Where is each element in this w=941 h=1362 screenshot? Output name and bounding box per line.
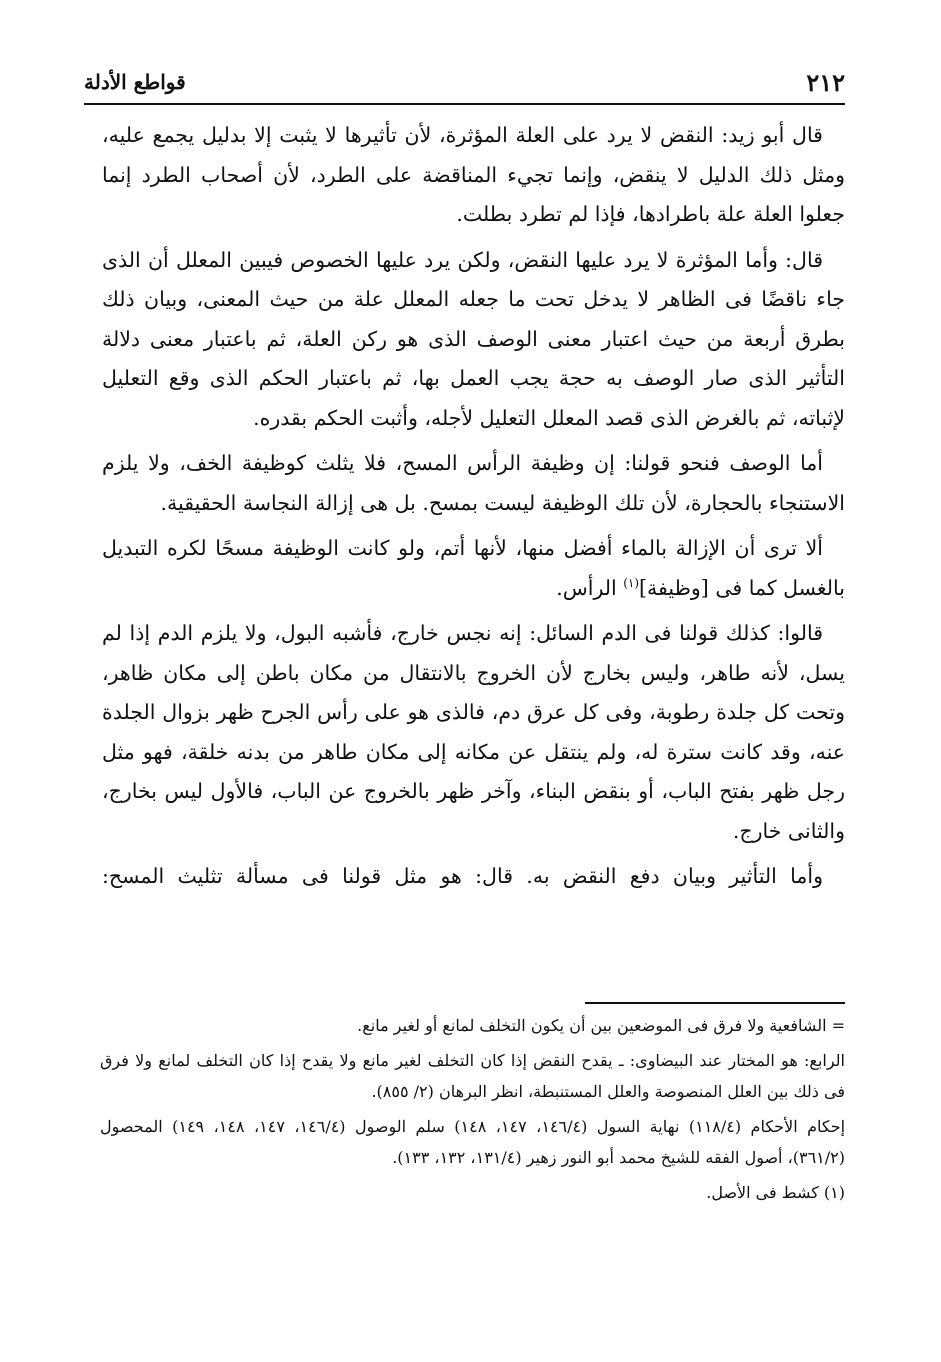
- footnote-divider: [585, 1002, 845, 1004]
- paragraph-2: قال: وأما المؤثرة لا يرد عليها النقض، ولكن يرد عليها الخصوص فيبين المعلل أن الذى جاء ناقضًا فى الظاهر لا يدخل تحت ما جعله المعلل علة من حيث المعنى، وبيان ذلك بطرق أربعة من حيث اعتبار معنى الوصف الذى هو ركن العلة، ثم باعتبار معنى دلالة التأثير الذى صار الوصف به حجة يجب العمل بها، ثم باعتبار الحكم الذى وقع التعليل لإثباته، ثم بالغرض الذى قصد المعلل التعليل لأجله، وأثبت الحكم بقدره.: [102, 247, 846, 430]
- main-text: [102, 116, 845, 903]
- footnote-continuation: = الشافعية ولا فرق فى الموضعين بين أن يكون التخلف لمانع أو لغير مانع.: [357, 1016, 845, 1035]
- running-title: قواطع الأدلة: [84, 70, 186, 94]
- paragraph-1: قال أبو زيد: النقض لا يرد على العلة المؤثرة، لأن تأثيرها لا يثبت إلا بدليل يجمع عليه، ومثل ذلك الدليل لا ينقض، وإنما تجيء المناقضة على الطرد، لأن أصحاب الطرد إنما جعلوا العلة علة باطرادها، فإذا لم تطرد بطلت.: [102, 123, 845, 226]
- paragraph-4: [102, 529, 845, 608]
- footnote-1: (١) كشط فى الأصل.: [706, 1183, 845, 1202]
- page-header: [84, 62, 845, 102]
- paragraph-6: وأما التأثير وبيان دفع النقض به. قال: هو مثل قولنا فى مسألة تثليث المسح:: [102, 864, 823, 888]
- footnote-item: إحكام الأحكام (١١٨/٤) نهاية السول (١٤٦/٤، ١٤٧، ١٤٨) سلم الوصول (١٤٦/٤، ١٤٧، ١٤٨، ١٤٩) المحصول (٣٦١/٢)، أصول الفقه للشيخ محمد أبو النور زهير (١٣١/٤، ١٣٢، ١٣٣).: [100, 1117, 846, 1167]
- paragraph-4-end: الرأس.: [556, 575, 624, 600]
- header-divider: [84, 103, 845, 105]
- paragraph-4-text: ألا ترى أن الإزالة بالماء أفضل منها، لأنها أتم، ولو كانت الوظيفة مسحًا لكره التبديل بالغسل كما فى [وظيفة]: [102, 536, 845, 600]
- footnotes: [100, 1010, 845, 1212]
- footnote-reference[interactable]: (١): [623, 575, 640, 590]
- paragraph-3: أما الوصف فنحو قولنا: إن وظيفة الرأس المسح، فلا يثلث كوظيفة الخف، ولا يلزم الاستنجاء بالحجارة، لأن تلك الوظيفة ليست بمسح. بل هى إزالة النجاسة الحقيقية.: [102, 451, 845, 515]
- paragraph-5: قالوا: كذلك قولنا فى الدم السائل: إنه نجس خارج، فأشبه البول، ولا يلزم الدم إذا لم يسل، لأنه طاهر، وليس بخارج لأن الخروج بالانتقال من مكان باطن إلى مكان ظاهر، وتحت كل جلدة رطوبة، وفى كل عرق دم، فالذى هو على رأس الجرح ظهر بزوال الجلدة عنه، وقد كانت سترة له، ولم ينتقل عن مكانه إلى مكان طاهر من بدنه خلقة، فهو مثل رجل ظهر بفتح الباب، أو بنقض البناء، وآخر ظهر بالخروج عن الباب، فالأول ليس بخارج، والثانى خارج.: [102, 621, 845, 843]
- footnote-item: الرابع: هو المختار عند البيضاوى: ـ يقدح النقض إذا كان التخلف لغير مانع ولا يقدح إذا كان التخلف لمانع ولا فرق فى ذلك بين العلل المنصوصة والعلل المستنبطة، انظر البرهان (٢/ ٨٥٥).: [100, 1051, 845, 1101]
- page-number: ٢١٢: [806, 67, 845, 97]
